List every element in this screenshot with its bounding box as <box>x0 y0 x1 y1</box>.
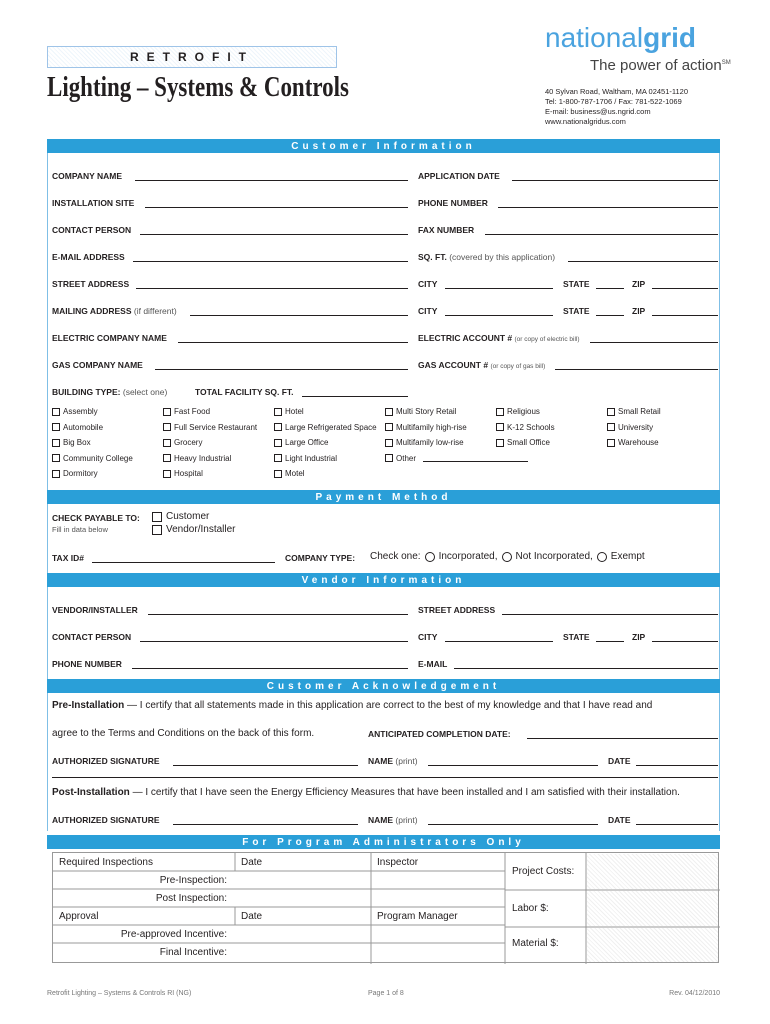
option-label: Small Office <box>507 438 550 448</box>
vendor-installer-field[interactable] <box>148 614 408 615</box>
pre-signature-field[interactable] <box>173 765 358 766</box>
company-type-label: COMPANY TYPE: <box>285 553 356 563</box>
checkbox[interactable] <box>52 408 60 416</box>
pre-installation-text-2: agree to the Terms and Conditions on the back of this form. <box>52 728 315 739</box>
tagline-text: The power of action <box>590 57 722 74</box>
checkbox[interactable] <box>274 408 282 416</box>
approval-date-label: Date <box>241 911 263 922</box>
pre-installation-statement <box>52 700 652 711</box>
building-type-col-3 <box>274 404 377 482</box>
fax-number-label: FAX NUMBER <box>418 225 475 235</box>
vendor-phone-field[interactable] <box>132 668 408 669</box>
tax-id-label: TAX ID# <box>52 553 84 563</box>
option-label: Light Industrial <box>285 453 338 463</box>
post-installation-statement <box>52 787 680 798</box>
pre-inspection-label: Pre-Inspection: <box>159 875 227 886</box>
option-label: Warehouse <box>618 438 659 448</box>
building-type-label <box>52 387 167 397</box>
gas-account-note: (or copy of gas bill) <box>490 363 546 370</box>
building-type-option[interactable] <box>163 466 257 482</box>
email-line: E-mail: business@us.ngrid.com <box>545 107 651 116</box>
national-grid-logo <box>545 22 696 54</box>
phone-line: Tel: 1-800-787-1706 / Fax: 781-522-1069 <box>545 97 682 106</box>
building-type-option[interactable] <box>163 451 257 467</box>
checkbox[interactable] <box>163 470 171 478</box>
checkbox[interactable] <box>274 454 282 462</box>
option-label: University <box>618 422 654 432</box>
electric-account-field[interactable] <box>590 342 718 343</box>
checkbox[interactable] <box>274 439 282 447</box>
print-note: (print) <box>395 815 418 825</box>
check-payable-label: CHECK PAYABLE TO: <box>52 513 140 523</box>
payable-vendor-option[interactable] <box>152 524 236 535</box>
sqft-field[interactable] <box>568 261 718 262</box>
pre-installation-title: Pre-Installation <box>52 700 125 711</box>
option-label: Large Refrigerated Space <box>285 422 377 432</box>
mailing-zip-label: ZIP <box>632 306 646 316</box>
checkbox[interactable] <box>607 439 615 447</box>
electric-account-text: ELECTRIC ACCOUNT # <box>418 333 513 343</box>
inspector-label: Inspector <box>377 857 419 868</box>
checkbox[interactable] <box>163 423 171 431</box>
approval-label: Approval <box>59 911 99 922</box>
payable-customer-option[interactable] <box>152 511 209 522</box>
tagline-mark: SM <box>721 60 731 66</box>
email-address-label: E-MAIL ADDRESS <box>52 252 125 262</box>
checkbox[interactable] <box>163 439 171 447</box>
building-type-option[interactable] <box>52 451 133 467</box>
mailing-city-field[interactable] <box>445 315 553 316</box>
zip-field[interactable] <box>652 288 718 289</box>
post-name-field[interactable] <box>428 824 598 825</box>
building-type-option[interactable] <box>163 435 257 451</box>
building-type-option-other[interactable] <box>385 451 528 467</box>
option-label: K-12 Schools <box>507 422 555 432</box>
vendor-city-label: CITY <box>418 632 438 642</box>
retrofit-label: RETROFIT <box>130 50 254 64</box>
building-type-note: (select one) <box>122 387 168 397</box>
building-type-option[interactable] <box>496 420 555 436</box>
project-costs-label: Project Costs: <box>512 866 575 877</box>
fill-note: Fill in data below <box>52 525 108 534</box>
checkbox[interactable] <box>274 470 282 478</box>
checkbox[interactable] <box>274 423 282 431</box>
vendor-state-label: STATE <box>563 632 590 642</box>
building-type-option[interactable] <box>607 404 661 420</box>
building-type-option[interactable] <box>607 435 661 451</box>
electric-company-label: ELECTRIC COMPANY NAME <box>52 333 167 343</box>
building-type-option[interactable] <box>274 451 377 467</box>
state-field[interactable] <box>596 288 624 289</box>
company-name-label: COMPANY NAME <box>52 171 123 181</box>
option-label: Religious <box>507 407 540 417</box>
vendor-info-section <box>47 587 720 679</box>
checkbox[interactable] <box>496 423 504 431</box>
footer-revision: Rev. 04/12/2010 <box>669 990 720 997</box>
pre-signature-label: AUTHORIZED SIGNATURE <box>52 756 160 766</box>
checkbox[interactable] <box>385 454 393 462</box>
option-label: Automobile <box>63 422 104 432</box>
vendor-zip-field[interactable] <box>652 641 718 642</box>
company-name-field[interactable] <box>135 180 408 181</box>
option-label: Other <box>396 453 417 463</box>
customer-info-header: Customer Information <box>47 139 720 153</box>
option-label: Customer <box>166 511 210 522</box>
total-sqft-label: TOTAL FACILITY SQ. FT. <box>195 387 294 397</box>
option-label: Small Retail <box>618 407 661 417</box>
admin-table <box>52 852 719 963</box>
checkbox[interactable] <box>163 408 171 416</box>
checkbox[interactable] <box>385 423 393 431</box>
building-type-col-1 <box>52 404 133 482</box>
building-type-option[interactable] <box>163 404 257 420</box>
checkbox[interactable] <box>52 470 60 478</box>
pre-name-field[interactable] <box>428 765 598 766</box>
logo-light-text: national <box>545 22 644 53</box>
project-costs-field[interactable] <box>587 854 718 889</box>
tagline <box>590 57 731 74</box>
gas-company-label: GAS COMPANY NAME <box>52 360 143 370</box>
vendor-installer-label: VENDOR/INSTALLER <box>52 605 138 615</box>
contact-person-field[interactable] <box>140 234 408 235</box>
option-label: Dormitory <box>63 469 98 479</box>
gas-company-field[interactable] <box>155 369 408 370</box>
zip-label: ZIP <box>632 279 646 289</box>
post-signature-field[interactable] <box>173 824 358 825</box>
building-type-option[interactable] <box>607 420 661 436</box>
building-type-option[interactable] <box>52 404 133 420</box>
post-signature-label: AUTHORIZED SIGNATURE <box>52 815 160 825</box>
vendor-city-field[interactable] <box>445 641 553 642</box>
application-date-field[interactable] <box>512 180 718 181</box>
website-line: www.nationalgridus.com <box>545 117 626 126</box>
gas-account-label <box>418 360 545 370</box>
post-installation-text: — I certify that I have seen the Energy Efficiency Measures that have been installed and I am satisfied with their installation. <box>129 787 680 798</box>
email-address-field[interactable] <box>133 261 408 262</box>
exempt-radio[interactable] <box>597 552 607 562</box>
street-address-field[interactable] <box>136 288 408 289</box>
vendor-contact-label: CONTACT PERSON <box>52 632 132 642</box>
vendor-street-label: STREET ADDRESS <box>418 605 496 615</box>
acknowledgement-header: Customer Acknowledgement <box>47 679 720 693</box>
incorporated-radio[interactable] <box>425 552 435 562</box>
phone-number-field[interactable] <box>498 207 718 208</box>
option-label: Grocery <box>174 438 203 448</box>
checkbox[interactable] <box>152 512 162 522</box>
not-incorporated-label: Not Incorporated, <box>515 551 593 562</box>
option-label: Large Office <box>285 438 329 448</box>
building-type-option[interactable] <box>274 420 377 436</box>
vendor-contact-field[interactable] <box>140 641 408 642</box>
vendor-email-field[interactable] <box>454 668 718 669</box>
installation-site-field[interactable] <box>145 207 408 208</box>
installation-site-label: INSTALLATION SITE <box>52 198 135 208</box>
footer-page-number: Page 1 of 8 <box>368 990 404 997</box>
address-line: 40 Sylvan Road, Waltham, MA 02451-1120 <box>545 87 688 96</box>
vendor-email-label: E-MAIL <box>418 659 448 669</box>
post-inspection-label: Post Inspection: <box>155 893 227 904</box>
post-installation-title: Post-Installation <box>52 787 130 798</box>
building-type-option[interactable] <box>274 404 377 420</box>
pre-date-field[interactable] <box>636 765 718 766</box>
acknowledgement-divider <box>52 777 718 778</box>
final-incentive-label: Final Incentive: <box>159 947 227 958</box>
incorporated-label: Incorporated, <box>438 551 498 562</box>
mailing-zip-field[interactable] <box>652 315 718 316</box>
option-label: Vendor/Installer <box>166 524 236 535</box>
company-type-options <box>370 551 645 562</box>
checkbox[interactable] <box>496 439 504 447</box>
option-label: Full Service Restaurant <box>174 422 258 432</box>
retrofit-banner <box>47 46 337 68</box>
vendor-zip-label: ZIP <box>632 632 646 642</box>
admin-header: For Program Administrators Only <box>47 835 720 849</box>
material-label: Material $: <box>512 938 559 949</box>
page-title: Lighting – Systems & Controls <box>47 72 349 103</box>
option-label: Multi Story Retail <box>396 407 457 417</box>
option-label: Motel <box>285 469 305 479</box>
sqft-note: (covered by this application) <box>449 252 556 262</box>
pre-date-label: DATE <box>608 756 631 766</box>
mailing-city-label: CITY <box>418 306 438 316</box>
vendor-street-field[interactable] <box>502 614 718 615</box>
company-address <box>545 87 688 127</box>
labor-label: Labor $: <box>512 903 549 914</box>
gas-account-text: GAS ACCOUNT # <box>418 360 489 370</box>
option-label: Multifamily high-rise <box>396 422 467 432</box>
vendor-phone-label: PHONE NUMBER <box>52 659 122 669</box>
sqft-label <box>418 252 555 262</box>
electric-account-note: (or copy of electric bill) <box>514 336 580 343</box>
building-type-col-2 <box>163 404 257 482</box>
building-type-option[interactable] <box>274 466 377 482</box>
checkbox[interactable] <box>385 408 393 416</box>
logo-bold-text: grid <box>643 22 696 53</box>
print-note: (print) <box>395 756 418 766</box>
building-type-option[interactable] <box>274 435 377 451</box>
checkbox[interactable] <box>163 454 171 462</box>
checkbox[interactable] <box>607 408 615 416</box>
required-inspections-label: Required Inspections <box>59 857 153 868</box>
name-text: NAME <box>368 815 394 825</box>
street-address-label: STREET ADDRESS <box>52 279 130 289</box>
gas-account-field[interactable] <box>555 369 718 370</box>
mailing-address-text: MAILING ADDRESS <box>52 306 132 316</box>
building-type-option[interactable] <box>496 404 555 420</box>
post-name-label <box>368 815 418 825</box>
electric-account-label <box>418 333 580 343</box>
state-label: STATE <box>563 279 590 289</box>
city-label: CITY <box>418 279 438 289</box>
anticipated-completion-field[interactable] <box>527 738 718 739</box>
mailing-state-label: STATE <box>563 306 590 316</box>
option-label: Hospital <box>174 469 203 479</box>
mailing-address-label <box>52 306 177 316</box>
option-label: Heavy Industrial <box>174 453 232 463</box>
building-type-option[interactable] <box>52 420 133 436</box>
labor-field[interactable] <box>587 891 718 926</box>
other-field[interactable] <box>423 461 528 462</box>
building-type-option[interactable] <box>496 435 555 451</box>
pre-name-label <box>368 756 418 766</box>
building-type-col-6 <box>607 404 661 451</box>
vendor-state-field[interactable] <box>596 641 624 642</box>
city-field[interactable] <box>445 288 553 289</box>
mailing-state-field[interactable] <box>596 315 624 316</box>
payment-method-header: Payment Method <box>47 490 720 504</box>
exempt-label: Exempt <box>610 551 645 562</box>
option-label: Big Box <box>63 438 91 448</box>
checkbox[interactable] <box>496 408 504 416</box>
name-text: NAME <box>368 756 394 766</box>
anticipated-completion-label: ANTICIPATED COMPLETION DATE: <box>368 729 511 739</box>
checkbox[interactable] <box>385 439 393 447</box>
check-one-text: Check one: <box>370 551 421 562</box>
option-label: Hotel <box>285 407 304 417</box>
post-date-field[interactable] <box>636 824 718 825</box>
material-field[interactable] <box>587 928 718 962</box>
pre-installation-text: — I certify that all statements made in this application are correct to the best of my knowledge and that I have read and <box>124 700 653 711</box>
electric-company-field[interactable] <box>178 342 408 343</box>
option-label: Assembly <box>63 407 98 417</box>
checkbox[interactable] <box>152 525 162 535</box>
contact-person-label: CONTACT PERSON <box>52 225 132 235</box>
post-date-label: DATE <box>608 815 631 825</box>
building-type-option[interactable] <box>52 435 133 451</box>
checkbox[interactable] <box>52 423 60 431</box>
phone-number-label: PHONE NUMBER <box>418 198 488 208</box>
mailing-note: (if different) <box>133 306 177 316</box>
application-date-label: APPLICATION DATE <box>418 171 500 181</box>
tax-id-field[interactable] <box>92 562 275 563</box>
preapproved-incentive-label: Pre-approved Incentive: <box>120 929 227 940</box>
checkbox[interactable] <box>52 439 60 447</box>
building-type-option[interactable] <box>163 420 257 436</box>
total-sqft-field[interactable] <box>302 396 408 397</box>
not-incorporated-radio[interactable] <box>502 552 512 562</box>
building-type-col-5 <box>496 404 555 451</box>
checkbox[interactable] <box>607 423 615 431</box>
program-manager-label: Program Manager <box>377 911 458 922</box>
footer-doc-title: Retrofit Lighting – Systems & Controls RI (NG) <box>47 990 192 997</box>
option-label: Community College <box>63 453 133 463</box>
admin-date-label: Date <box>241 857 263 868</box>
mailing-address-field[interactable] <box>190 315 408 316</box>
fax-number-field[interactable] <box>485 234 718 235</box>
option-label: Multifamily low-rise <box>396 438 464 448</box>
checkbox[interactable] <box>52 454 60 462</box>
sqft-text: SQ. FT. <box>418 252 447 262</box>
building-type-text: BUILDING TYPE: <box>52 387 121 397</box>
building-type-option[interactable] <box>52 466 133 482</box>
vendor-info-header: Vendor Information <box>47 573 720 587</box>
option-label: Fast Food <box>174 407 211 417</box>
